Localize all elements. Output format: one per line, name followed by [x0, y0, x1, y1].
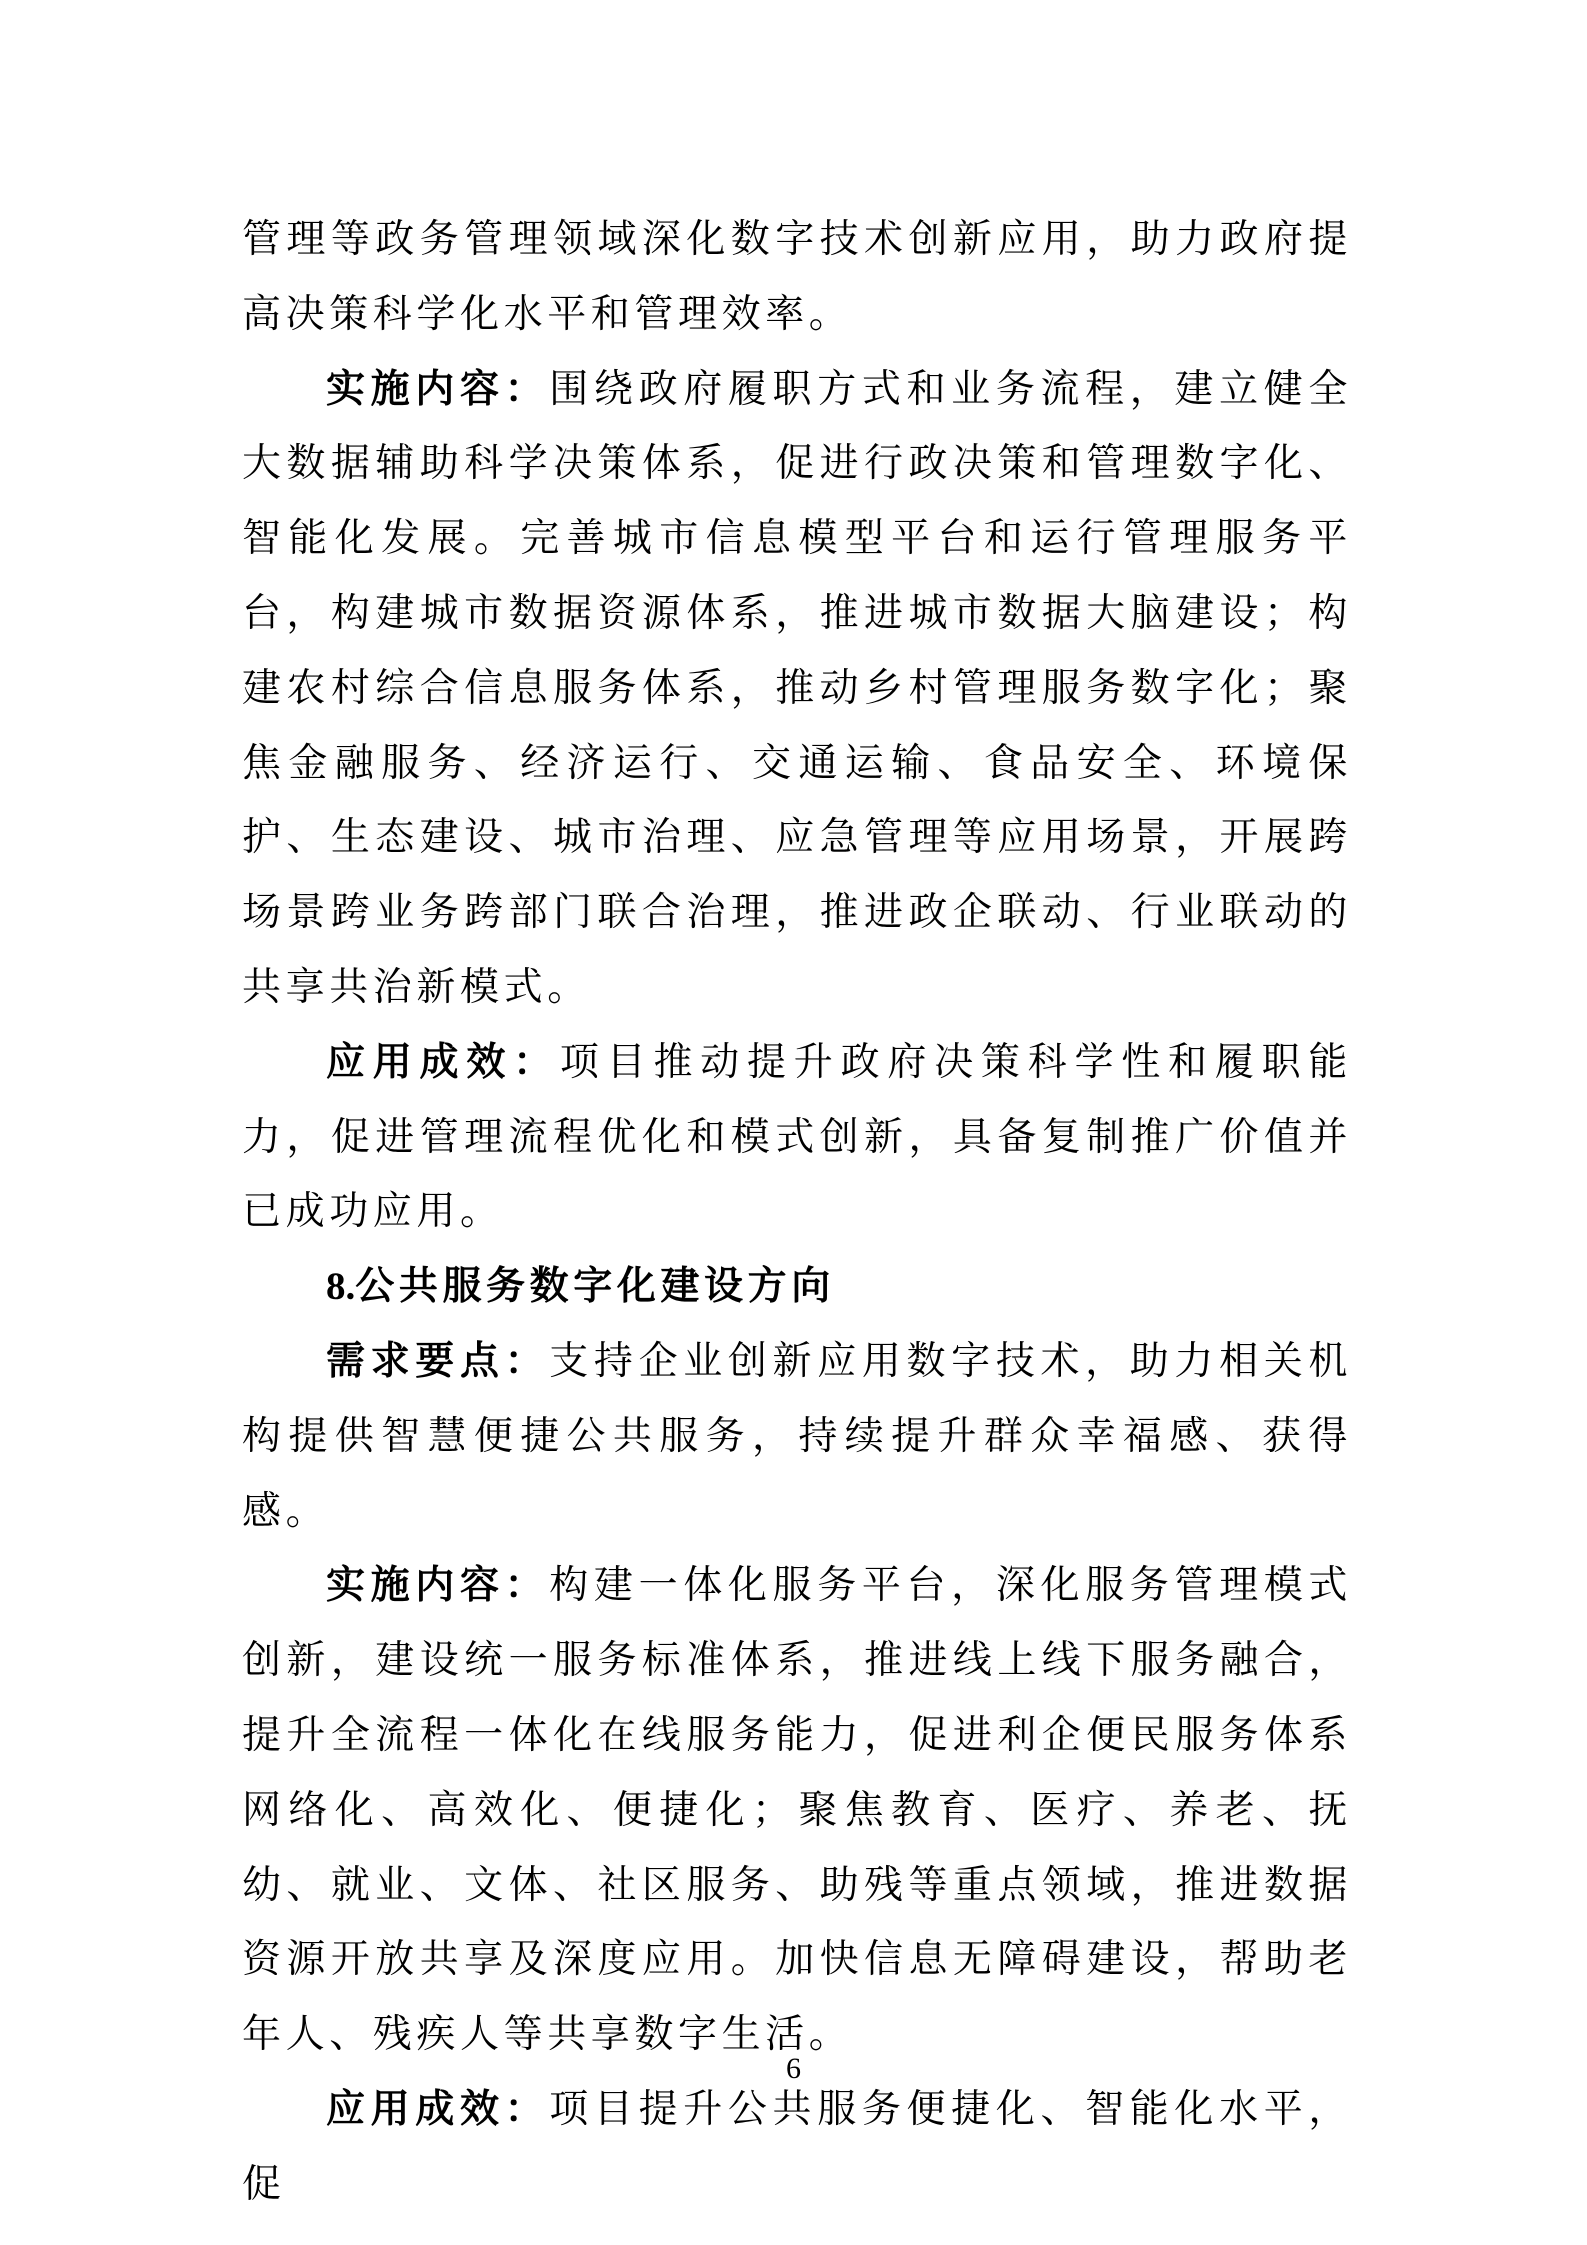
document-body — [242, 203, 1352, 2223]
paragraph-lead: 需求要点： — [326, 1338, 550, 1384]
paragraph-continuation — [242, 203, 1352, 353]
section-heading-text: 公共服务数字化建设方向 — [355, 1264, 835, 1310]
paragraph-application-effect — [242, 1026, 1352, 1250]
paragraph-text: 项目推动提升政府决策科学性和履职能力，促进管理流程优化和模式创新，具备复制推广价值并已成功应用。 — [242, 1039, 1352, 1235]
section-heading — [242, 1250, 1352, 1325]
paragraph-implementation-content — [242, 353, 1352, 1026]
paragraph-lead: 实施内容： — [326, 366, 550, 412]
page-number: 6 — [786, 2052, 801, 2085]
paragraph-text: 支持企业创新应用数字技术，助力相关机构提供智慧便捷公共服务，持续提升群众幸福感、获得感。 — [242, 1338, 1352, 1534]
paragraph-implementation-content — [242, 1549, 1352, 2073]
paragraph-lead: 应用成效： — [326, 2086, 550, 2132]
paragraph-text: 管理等政务管理领域深化数字技术创新应用，助力政府提高决策科学化水平和管理效率。 — [242, 217, 1352, 337]
paragraph-text: 围绕政府履职方式和业务流程，建立健全大数据辅助科学决策体系，促进行政决策和管理数字化、智能化发展。完善城市信息模型平台和运行管理服务平台，构建城市数据资源体系，推进城市数据大脑建设；构建农村综合信息服务体系，推动乡村管理服务数字化；聚焦金融服务、经济运行、交通运输、食品安全、环境保护、生态建设、城市治理、应急管理等应用场景，开展跨场景跨业务跨部门联合治理，推进政企联动、行业联动的共享共治新模式。 — [242, 366, 1352, 1010]
paragraph-lead: 应用成效： — [326, 1039, 560, 1085]
section-heading-number: 8. — [326, 1265, 356, 1309]
paragraph-lead: 实施内容： — [326, 1563, 550, 1609]
paragraph-application-effect — [242, 2073, 1352, 2223]
paragraph-text: 项目提升公共服务便捷化、智能化水平，促 — [242, 2086, 1352, 2207]
paragraph-text: 构建一体化服务平台，深化服务管理模式创新，建设统一服务标准体系，推进线上线下服务融合，提升全流程一体化在线服务能力，促进利企便民服务体系网络化、高效化、便捷化；聚焦教育、医疗、养老、抚幼、就业、文体、社区服务、助残等重点领域，推进数据资源开放共享及深度应用。加快信息无障碍建设，帮助老年人、残疾人等共享数字生活。 — [242, 1563, 1352, 2058]
paragraph-requirements — [242, 1325, 1352, 1549]
